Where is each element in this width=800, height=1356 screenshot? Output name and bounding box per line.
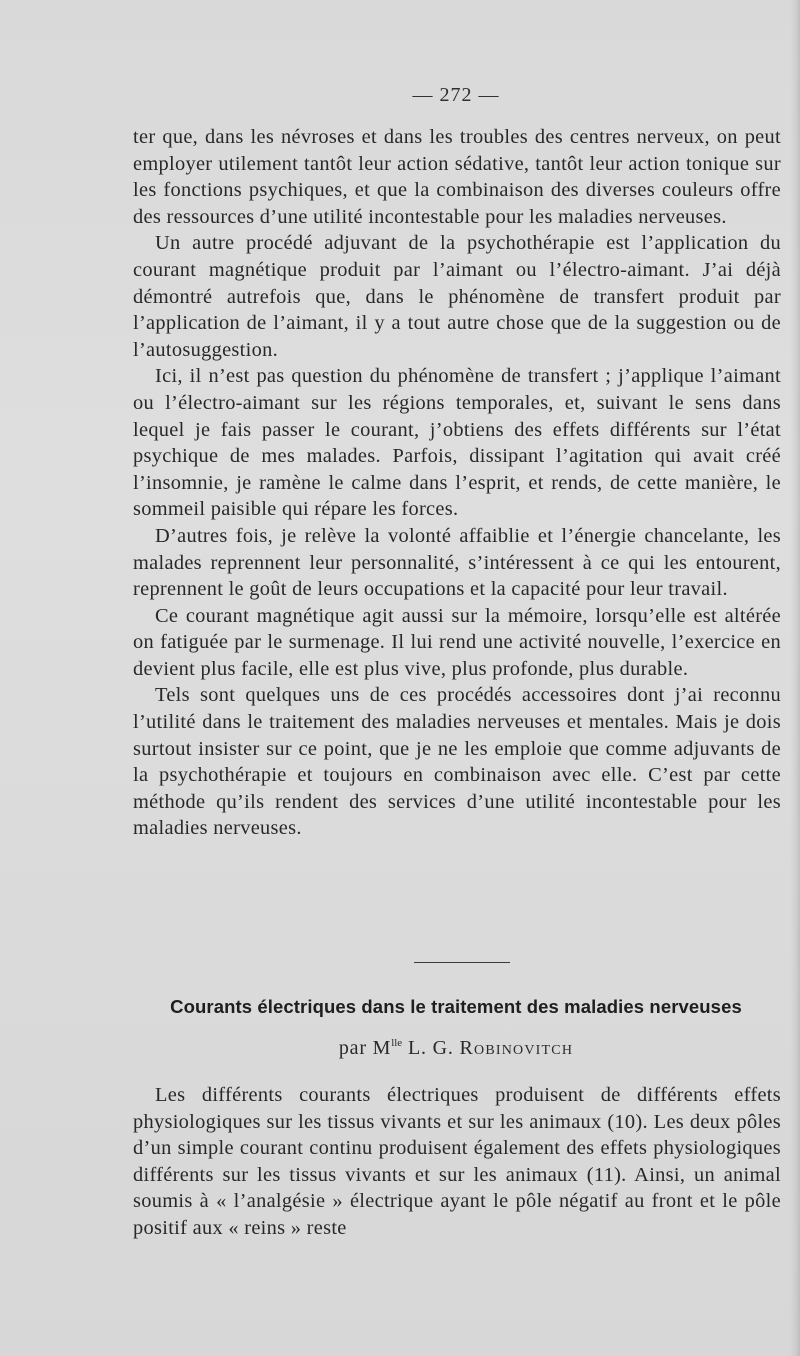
page-edge-shadow — [790, 0, 800, 1356]
paragraph: Un autre procédé adjuvant de la psychothérapie est l’application du courant magnétique produit par l’aimant ou l’électro-aimant. J’ai déjà démontré autrefois que, dans le phénomène de transfert produit par l’application de l’aimant, il y a tout autre chose que de la suggestion ou de l’autosuggestion. — [133, 232, 781, 361]
article-title: Courants électriques dans le traitement des maladies nerveuses — [170, 996, 742, 1017]
paragraph: Ce courant magnétique agit aussi sur la mémoire, lorsqu’elle est altérée on fatiguée par le surmenage. Il lui rend une activité nouvelle, l’exercice en devient plus facile, elle est plus vive, plus profonde, plus durable. — [133, 604, 781, 680]
byline-surname: Robinovitch — [459, 1037, 574, 1059]
section-divider — [414, 962, 510, 963]
article-body — [133, 1082, 781, 1242]
byline-initials: L. G. — [408, 1037, 454, 1059]
page-number: — 272 — — [412, 84, 500, 106]
paragraph: D’autres fois, je relève la volonté affaiblie et l’énergie chancelante, les malades reprennent leur personnalité, s’intéressent à ce qui les entourent, reprennent le goût de leurs occupations et la capacité pour leur travail. — [133, 524, 781, 601]
paragraph: Ici, il n’est pas question du phénomène de transfert ; j’applique l’aimant ou l’électro-aimant sur les régions temporales, et, suivant le sens dans lequel je fais passer le courant, j’obtiens des effets différents sur l’état psychique de mes malades. Parfois, dissipant l’agitation qui avait créé l’insomnie, je ramène le calme dans l’esprit, et rends, de cette manière, le sommeil paisible qui répare les forces. — [133, 365, 781, 521]
byline-prefix: par M — [338, 1037, 392, 1059]
paragraph: Les différents courants électriques produisent de différents effets physiologiques sur les tissus vivants et sur les animaux (10). Les deux pôles d’un simple courant continu produisent également des effets physiologiques différents sur les tissus vivants et sur les animaux (11). Ainsi, un animal soumis à « l’analgésie » électrique ayant le pôle négatif au front et le pôle positif aux « reins » reste — [133, 1084, 781, 1239]
previous-article-body — [133, 124, 781, 842]
paragraph: Tels sont quelques uns de ces procédés accessoires dont j’ai reconnu l’utilité dans le traitement des maladies nerveuses et mentales. Mais je dois surtout insister sur ce point, que je ne les emploie que comme adjuvants de la psychothérapie et toujours en combinaison avec elle. C’est par cette méthode qu’ils rendent des services d’une utilité incontestable pour les maladies nerveuses. — [133, 684, 781, 840]
article-byline — [0, 1037, 800, 1060]
byline-honorific: lle — [391, 1037, 403, 1049]
paragraph: ter que, dans les névroses et dans les troubles des centres nerveux, on peut employer utilement tantôt leur action sédative, tantôt leur action tonique sur les fonctions psychiques, et que la combinaison des diverses couleurs offre des ressources d’une utilité incontestable pour les maladies nerveuses. — [133, 126, 781, 228]
